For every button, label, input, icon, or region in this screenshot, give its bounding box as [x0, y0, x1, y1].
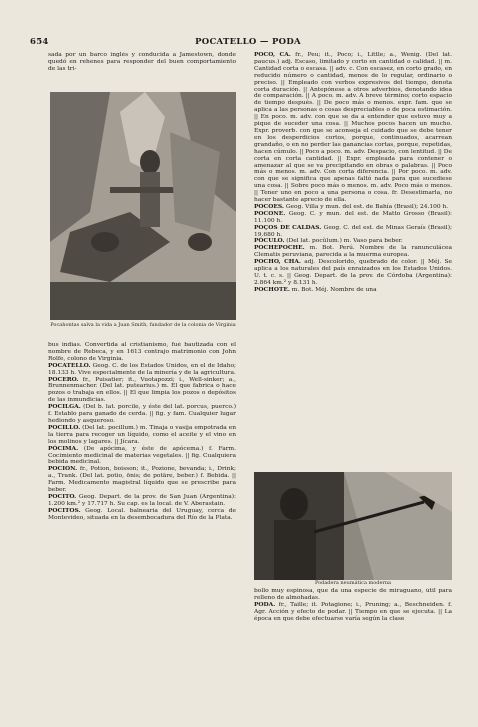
podadera-photo: [254, 472, 452, 580]
left-top-paragraph: sada por un barco inglés y conducida a Jamestown, donde quedó en rehenes para responder del buen comportamiento de las tri-: [48, 52, 236, 72]
right-top-paragraph: POCONE. Geog. C. y mun. del est. de Matto Grosso (Brasil): 11.100 h.: [254, 209, 452, 224]
right-bottom-paragraph: PODA. fr., Taille; it. Potagione; i., Pruning; a., Beschneiden. f. Agr. Acción y efecto de podar. || Tiempo en que se ejecuta. || La época en que debe efectuarse varía según la clase: [254, 600, 452, 622]
running-title: POCATELLO — PODA: [195, 37, 301, 47]
right-top-paragraph: POÇOS DE CALDAS. Geog. C. del est. de Minas Geraís (Brasil); 19.680 h.: [254, 223, 452, 238]
right-top-paragraph: POCHO, CHA. adj. Descolorido, quebrado de color. || Méj. Se aplica a los naturales del país enraizados en los Estados Unidos. U. t. c. s. || Geog. Depart. de la prov. de Córdoba (Argentina): 2.864 km.² y 8.131 h.: [254, 258, 452, 286]
right-top-paragraph: POCHOTE. m. Bot. Méj. Nombre de una: [254, 285, 377, 293]
right-top-paragraph: PÓCULO. (Del lat. pocŭlum.) m. Vaso para beber.: [254, 237, 403, 245]
pocahontas-illustration: [50, 92, 236, 320]
left-column-top: [48, 52, 236, 88]
right-column-bottom: [254, 588, 452, 718]
left-bottom-paragraph: POCILLO. (Del lat. pocillum.) m. Tinaja o vasija empotrada en la tierra para recoger un líquido, como el aceite y el vino en los molinos y lagares. || Jícara.: [48, 423, 236, 445]
podadera-caption: Podadera neumática moderna: [314, 580, 392, 586]
left-bottom-paragraph: POCERO. fr., Puisatier; it., Vuotapozzi; i., Well-sinker; a., Brunnenmacher. (Del lat. putearius.) m. El que fabrica o hace pozos o trabaja en ellos. || El que limpia los pozos o depósitos de las inmundicias.: [48, 375, 236, 404]
right-column-top: [254, 52, 452, 467]
right-top-paragraph: POCO, CA. fr., Peu; it., Poco; i., Little; a., Wenig. (Del lat. paucus.) adj. Escaso, limitado y corto en cantidad o calidad. || m. Cantidad corta o escasa. || adv. c. Con escasez, en corto grado, en reducido número o cantidad, menos de lo regular, ordinario o preciso. || Empleado con verbos expresivos del tiempo, denota corta duración. || Antepónese a otros adverbios, denotando idea de comparación. || A poco. m. adv. A breve término; corto espacio de tiempo después. || De poco más o menos. expr. fam. que se aplica a las personas o cosas despreciables o de poca estimación. || En poco. m. adv. con que se da a entender que estuvo muy a pique de suceder una cosa. || Muchos pocos hacen un mucho. Expr. proverb. con que se aconseja el cuidado que se debe tener en los desperdicios cortos, porque, continuados, acarrean grandaño, o en no perder las ganancias cortas, porque, repetidas, hacen cúmulo. || Poco a poco. m. adv. Despacio, con lentitud. || De corta en corta cantidad. || Expr. empleada para contener o amenazar al que se va precipitando en obras o palabras. || Poco más o menos. m. adv. Con corta diferencia. || Por poco. m. adv. con que se significa que apenas faltó nada para que sucediese una cosa. || Sobre poco más o menos. m. adv. Poco más o menos. || Tener uno en poco a una persona o cosa. fr. Desestimarla, no hacer bastante aprecio de ella.: [254, 52, 452, 204]
left-column-bottom: [48, 342, 236, 717]
pocahontas-engraving: [50, 92, 236, 320]
left-bottom-paragraph: POCITOS. Geog. Local. balnearia del Uruguay, cerca de Montevideo, situada en la desembocadura del Río de la Plata.: [48, 506, 236, 521]
left-bottom-paragraph: POCITO. Geog. Depart. de la prov. de San Juan (Argentina): 1.200 km.² y 17.717 h. Su cap. es la local. de V. Aberastain.: [48, 492, 236, 507]
page-header: [30, 37, 466, 51]
podadera-photograph: [254, 472, 452, 580]
page-number: 654: [30, 37, 49, 47]
left-bottom-paragraph: POCATELLO. Geog. C. de los Estados Unidos, en el de Idaho; 18.133 h. Vive especialmente de la minería y de la agricultura.: [48, 361, 236, 376]
left-bottom-paragraph: POCILGA. (Del b. lat. porcile, y éste del lat. porcus, puerco.) f. Establo para ganado de cerda. || fig. y fam. Cualquier lugar hediondo y asqueroso.: [48, 403, 236, 424]
left-bottom-paragraph: PÓCIMA. (De apócima, y éste de apócema.) f. Farm. Cocimiento medicinal de materias vegetales. || fig. Cualquiera bebida medicinal.: [48, 444, 236, 466]
right-top-paragraph: POCOES. Geog. Villa y mun. del est. de Bahía (Brasil); 24.100 h.: [254, 202, 449, 210]
right-top-paragraph: POCHEPOCHE. m. Bot. Perú. Nombre de la ranunculácea Clematis peruviana, parecida a la muerma europea.: [254, 244, 452, 259]
right-bottom-paragraph: bollo muy espinosa, que da una especie de miraguano, útil para relleno de almohadas.: [254, 588, 452, 601]
left-bottom-paragraph: bus indias. Convertida al cristianismo, fué bautizada con el nombre de Rebeca, y en 1613 contrajo matrimonio con John Rolfe, colono de Virginia.: [48, 342, 236, 362]
pocahontas-caption: Pocahontas salva la vida a Juan Smith, fundador de la colonia de Virginia: [50, 322, 236, 328]
left-bottom-paragraph: POCION. fr., Potion, boisson; it., Pozione, bevanda; i., Drink; a., Trank. (Del lat. potio, ōnis; de potāre, beber.) f. Bebida. || Farm. Medicamento magistral líquido que se prescribe para beber.: [48, 465, 236, 494]
